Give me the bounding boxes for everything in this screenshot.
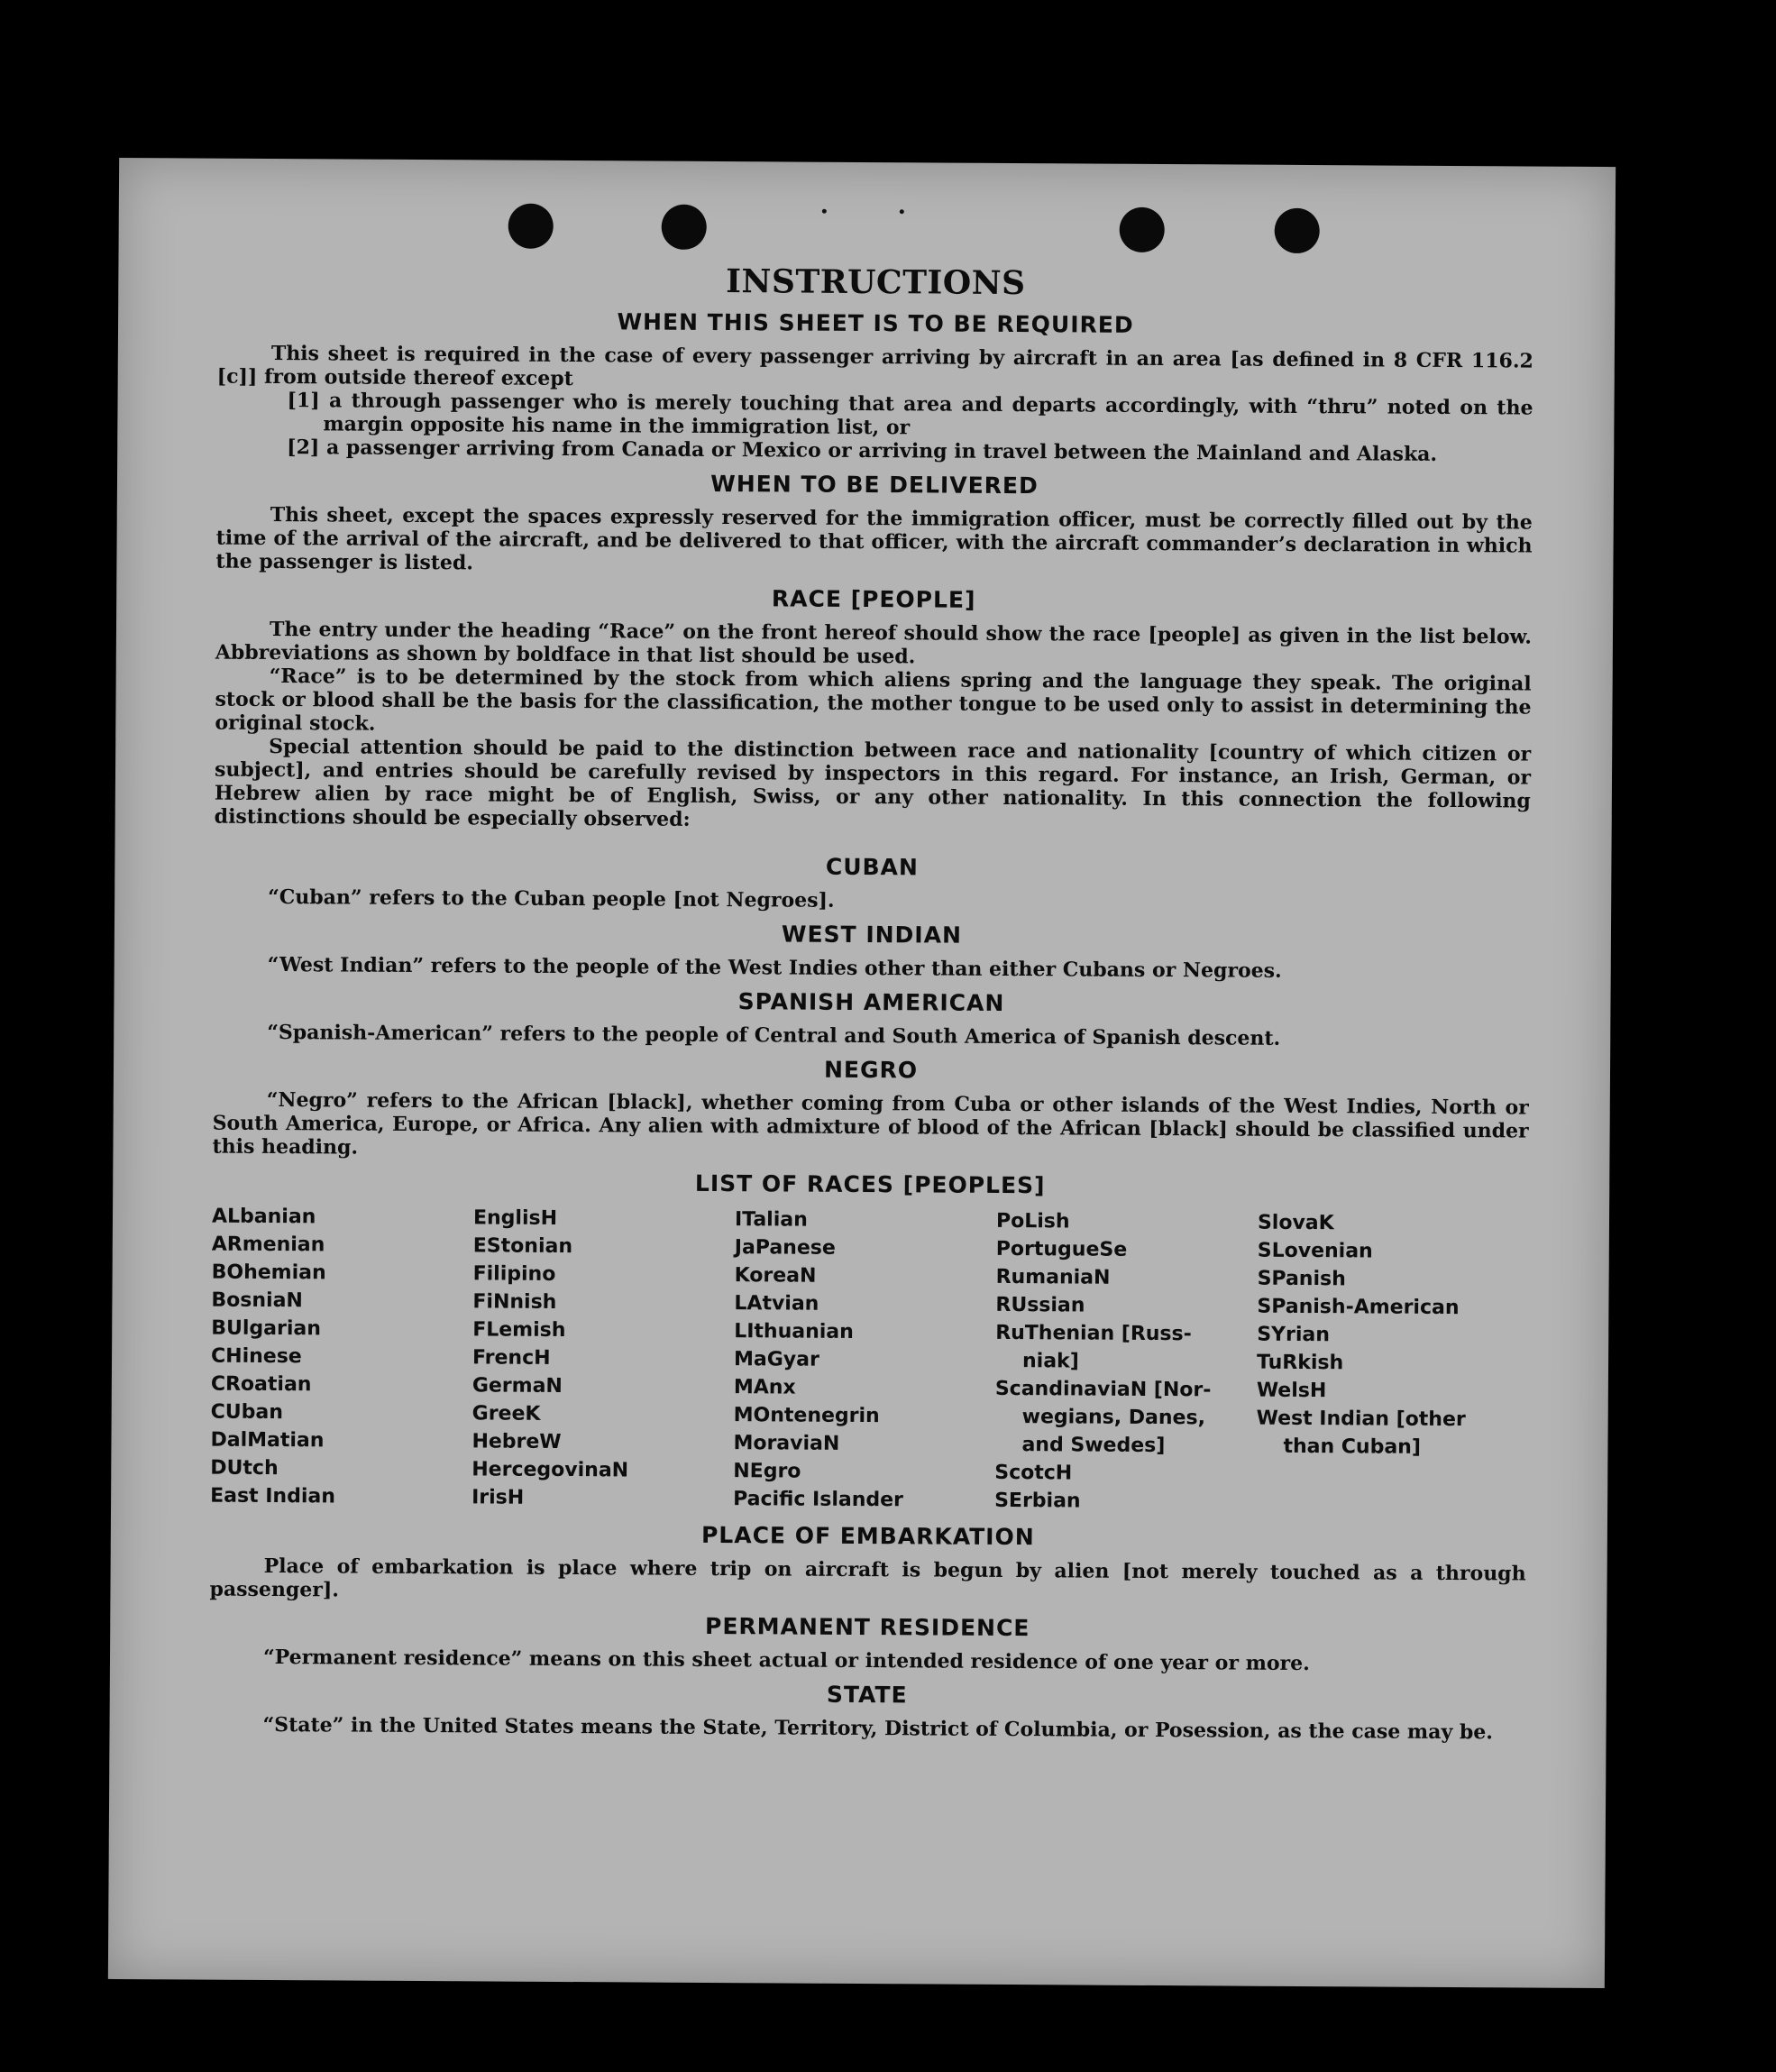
instructions-content: [208, 260, 1533, 1745]
west-indian-text: “West Indian” refers to the people of the West Indies other than either Cubans or Negroes.: [267, 952, 1282, 983]
race-item: BosniaN: [211, 1288, 303, 1313]
heading-negro: NEGRO: [823, 1056, 919, 1084]
negro-text: “Negro” refers to the African [black], whether coming from Cuba or other islands of the West Indies, North or South America, Europe, or Africa. Any alien with admixture of blood of the African [black] should be classified under this heading.: [212, 1087, 1529, 1160]
page-title: INSTRUCTIONS: [726, 262, 1026, 303]
race-paragraph: “Race” is to be determined by the stock from which aliens spring and the language they speak. The original stock or blood shall be the basis for the classification, the mother tongue to be used only to assist in determining the original stock.: [215, 664, 1532, 736]
race-item: TuRkish: [1256, 1351, 1344, 1375]
race-item: than Cuban]: [1283, 1435, 1422, 1459]
race-column: [471, 1204, 735, 1513]
exception-item: [1] a through passenger who is merely touching that area and departs accordingly, with “thru” noted on the margin opposite his name in the immigration list, or: [287, 389, 1533, 440]
heading-west-indian: WEST INDIAN: [781, 921, 963, 949]
race-item: ALbanian: [211, 1205, 316, 1229]
race-item: Pacific Islander: [733, 1488, 904, 1512]
race-item: and Swedes]: [1021, 1434, 1166, 1458]
race-column: [210, 1203, 473, 1512]
race-item: WelsH: [1256, 1379, 1327, 1403]
heading-when-required: WHEN THIS SHEET IS TO BE REQUIRED: [617, 308, 1134, 338]
race-paragraph: The entry under the heading “Race” on the front hereof should show the race [people] as given in the list below. Abbreviations as shown by boldface in that list should be used.: [215, 617, 1533, 669]
race-column: [733, 1206, 996, 1515]
race-item: HercegovinaN: [471, 1458, 629, 1482]
race-item: GreeK: [471, 1402, 541, 1426]
race-item: HebreW: [471, 1430, 562, 1453]
race-item: RumaniaN: [995, 1265, 1111, 1289]
cuban-text: “Cuban” refers to the Cuban people [not Negroes].: [268, 885, 835, 912]
heading-race: RACE [PEOPLE]: [771, 585, 976, 613]
punch-hole: [1275, 208, 1320, 253]
race-item: FLemish: [472, 1318, 566, 1342]
race-item: FrencH: [471, 1346, 551, 1370]
race-item: ARmenian: [211, 1233, 325, 1257]
heading-list-of-races: LIST OF RACES [PEOPLES]: [694, 1169, 1046, 1199]
embarkation-text: Place of embarkation is place where trip on aircraft is begun by alien [not merely touched as a through passenger].: [209, 1554, 1526, 1602]
heading-when-delivered: WHEN TO BE DELIVERED: [710, 470, 1039, 500]
heading-place-of-embarkation: PLACE OF EMBARKATION: [700, 1521, 1035, 1551]
required-intro: This sheet is required in the case of every passenger arriving by aircraft in an area [as defined in 8 CFR 116.2 [c]] from outside thereof except: [216, 341, 1533, 391]
exception-item: [2] a passenger arriving from Canada or Mexico or arriving in travel between the Mainland and Alaska.: [287, 435, 1438, 466]
race-item: MaGyar: [733, 1348, 819, 1371]
heading-spanish-american: SPANISH AMERICAN: [737, 988, 1005, 1016]
race-item: wegians, Danes,: [1021, 1406, 1206, 1430]
race-item: RUssian: [995, 1293, 1085, 1317]
state-text: “State” in the United States means the State, Territory, District of Columbia, or Posession, as the case may be.: [262, 1712, 1494, 1745]
race-item: EStonian: [472, 1234, 573, 1259]
punch-hole: [662, 205, 707, 250]
delivered-text: This sheet, except the spaces expressly reserved for the immigration officer, must be correctly filled out by the time of the arrival of the aircraft, and be delivered to that officer, with the aircraft commander’s declaration in which the passenger is listed.: [215, 502, 1533, 575]
race-item: West Indian [other: [1256, 1407, 1466, 1432]
race-item: FiNnish: [472, 1290, 557, 1314]
race-item: MOntenegrin: [733, 1404, 880, 1428]
race-item: BOhemian: [211, 1261, 326, 1285]
race-item: Filipino: [472, 1262, 556, 1286]
race-item: MAnx: [733, 1376, 796, 1399]
race-item: DUtch: [210, 1456, 279, 1481]
race-item: SYrian: [1257, 1323, 1330, 1347]
race-item: DalMatian: [210, 1428, 325, 1453]
race-item: MoraviaN: [733, 1432, 840, 1455]
race-list: [210, 1203, 1528, 1518]
race-item: East Indian: [210, 1484, 335, 1508]
race-item: CUban: [210, 1400, 284, 1425]
punch-hole: [508, 204, 554, 249]
race-item: SPanish-American: [1257, 1295, 1460, 1320]
race-item: KoreaN: [734, 1264, 817, 1288]
race-item: CRoatian: [210, 1372, 312, 1397]
punch-mark: [900, 209, 904, 214]
race-item: ScotcH: [994, 1461, 1073, 1485]
race-item: LAtvian: [734, 1292, 819, 1316]
punch-mark: [822, 209, 827, 214]
race-column: [1256, 1209, 1519, 1518]
race-item: ScandinaviaN [Nor-: [994, 1377, 1212, 1402]
race-item: ITalian: [734, 1208, 808, 1232]
race-item: PoLish: [995, 1209, 1070, 1233]
race-item: CHinese: [210, 1344, 302, 1369]
race-item: IrisH: [471, 1486, 525, 1509]
race-item: PortugueSe: [995, 1237, 1128, 1261]
race-item: SlovaK: [1257, 1211, 1334, 1235]
race-item: SLovenian: [1257, 1239, 1373, 1263]
punch-hole: [1120, 207, 1165, 252]
race-item: LIthuanian: [734, 1320, 854, 1343]
race-item: BUlgarian: [211, 1316, 322, 1341]
race-item: NEgro: [733, 1460, 801, 1483]
heading-state: STATE: [826, 1681, 908, 1709]
race-column: [994, 1207, 1258, 1517]
race-item: SErbian: [994, 1489, 1081, 1513]
race-item: SPanish: [1257, 1267, 1346, 1291]
document-sheet: [108, 158, 1616, 1988]
race-item: niak]: [1021, 1350, 1079, 1373]
race-item: JaPanese: [734, 1236, 836, 1260]
spanish-american-text: “Spanish-American” refers to the people of Central and South America of Spanish descent.: [267, 1020, 1281, 1050]
race-item: GermaN: [471, 1374, 563, 1398]
race-paragraph: Special attention should be paid to the distinction between race and nationality [country of which citizen or subject], and entries should be carefully revised by inspectors in this regard. For instance, an Irish, German, or Hebrew alien by race might be of English, Swiss, or any other nationality. In this connection the following distinctions should be especially observed:: [214, 734, 1532, 831]
heading-cuban: CUBAN: [825, 853, 919, 881]
residence-text: “Permanent residence” means on this sheet actual or intended residence of one year or more.: [262, 1645, 1310, 1676]
race-item: RuThenian [Russ-: [995, 1321, 1192, 1346]
race-item: EnglisH: [472, 1206, 558, 1230]
heading-permanent-residence: PERMANENT RESIDENCE: [704, 1612, 1030, 1642]
